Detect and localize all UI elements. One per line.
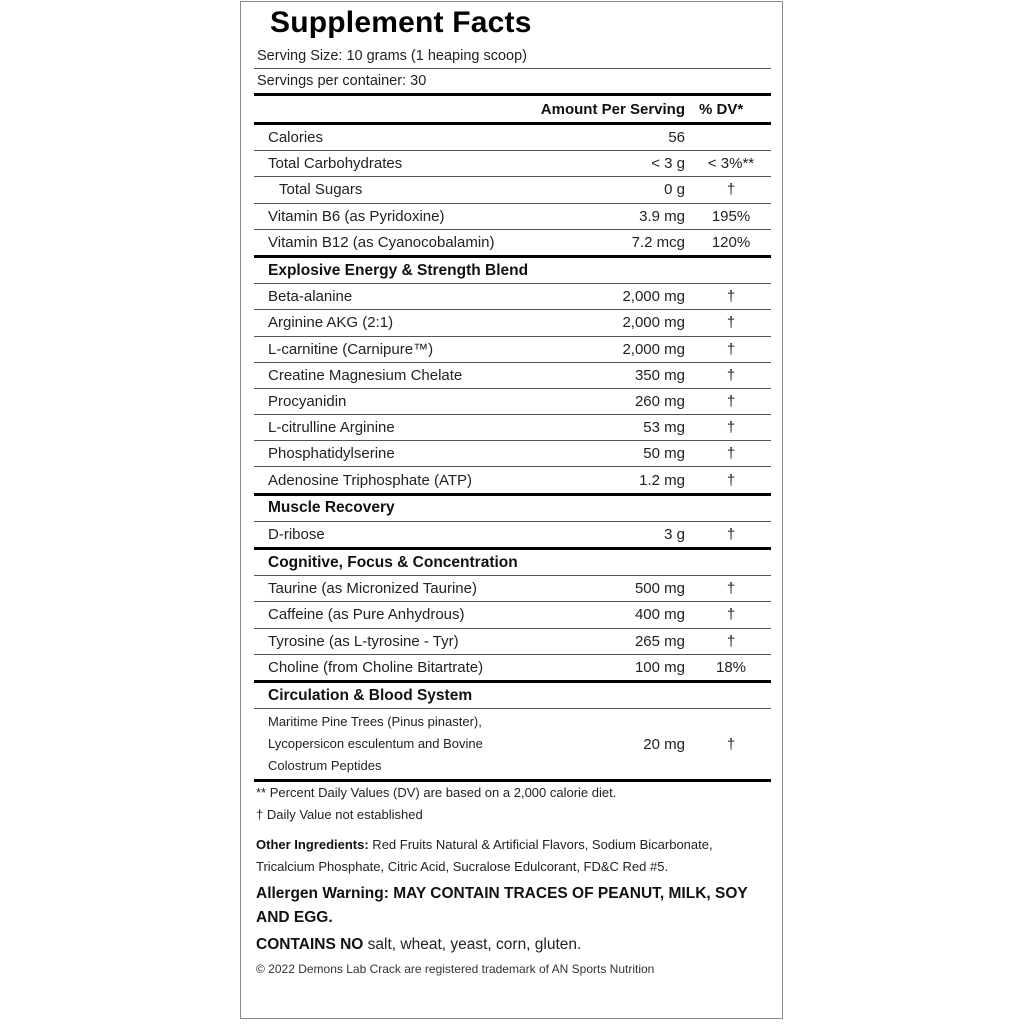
nutrient-amount: < 3 g [651,155,685,173]
allergen-label: Allergen Warning: [256,885,389,903]
ingredient-row [254,441,771,466]
other-ingredients-text: Red Fruits Natural & Artificial Flavors, Sodium Bicarbonate, Tricalcium Phosphate, Citric Acid, Sucralose Edulcorant, FD&C Red #5. [256,837,713,875]
section-title: Cognitive, Focus & Concentration [268,553,518,571]
other-ingredients-label: Other Ingredients: [256,837,369,853]
nutrient-dv: < 3%** [707,155,755,173]
ingredient-dv: † [726,735,736,753]
ingredient-amount: 100 mg [634,658,685,676]
nutrient-name: Total Sugars [279,181,363,199]
ingredient-name: Phosphatidylserine [268,445,395,463]
ingredient-dv: † [726,632,736,650]
nutrient-row [254,125,771,150]
ingredient-name: Arginine AKG (2:1) [268,314,394,332]
ingredient-amount: 500 mg [634,580,685,598]
nutrient-name: Calories [268,129,324,147]
ingredient-amount: 260 mg [634,392,685,410]
ingredient-row [254,576,771,601]
dv-header: % DV* [699,100,744,118]
ingredient-amount: 53 mg [643,419,685,437]
ingredient-amount: 350 mg [634,366,685,384]
contains-no-text: salt, wheat, yeast, corn, gluten. [363,936,582,954]
ingredient-name [254,711,565,777]
ingredient-dv: † [726,288,736,306]
ingredient-row [254,629,771,654]
dv-footnote: ** Percent Daily Values (DV) are based on a 2,000 calorie diet. [256,785,617,801]
ingredient-row [254,655,771,680]
ingredient-name: Procyanidin [268,392,347,410]
ingredient-dv: † [726,366,736,384]
ingredient-dv: † [726,471,736,489]
ingredient-name: Tyrosine (as L-tyrosine - Tyr) [268,632,459,650]
nutrient-row [254,151,771,176]
ingredient-dv: † [726,340,736,358]
ingredient-row [254,602,771,627]
ingredient-amount: 2,000 mg [622,288,685,306]
nutrient-dv: 120% [711,233,751,251]
ingredient-name: D-ribose [268,525,325,543]
ingredient-amount: 50 mg [643,445,685,463]
nutrient-row [254,177,771,202]
dagger-footnote: † Daily Value not established [256,807,423,823]
other-ingredients [254,834,771,878]
allergen-warning [254,882,771,930]
nutrient-name: Total Carbohydrates [268,155,403,173]
nutrient-name: Vitamin B6 (as Pyridoxine) [268,207,445,225]
basic-nutrient-rows [254,125,771,255]
ingredient-dv: † [726,606,736,624]
ingredient-dv: † [726,419,736,437]
ingredient-row [254,709,771,779]
ingredient-amount: 400 mg [634,606,685,624]
column-header-row [254,96,771,122]
ingredient-dv: † [726,525,736,543]
nutrient-amount: 3.9 mg [639,207,685,225]
ingredient-name: Caffeine (as Pure Anhydrous) [268,606,465,624]
ingredient-name-line: Maritime Pine Trees (Pinus pinaster), [268,714,482,730]
ingredient-row [254,363,771,388]
ingredient-dv: † [726,580,736,598]
ingredient-dv: † [726,314,736,332]
ingredient-row [254,284,771,309]
ingredient-row [254,337,771,362]
ingredient-amount: 2,000 mg [622,340,685,358]
nutrient-dv: 195% [711,207,751,225]
nutrient-dv: † [726,181,736,199]
ingredient-name: Taurine (as Micronized Taurine) [268,580,477,598]
ingredient-row [254,389,771,414]
ingredient-amount: 20 mg [643,735,685,753]
label-title: Supplement Facts [270,6,532,39]
blend-sections [254,255,771,779]
allergen-text: MAY CONTAIN TRACES OF PEANUT, MILK, SOY AND EGG. [256,885,748,927]
ingredient-amount: 1.2 mg [639,471,685,489]
ingredient-row [254,467,771,492]
section-title: Explosive Energy & Strength Blend [268,261,529,279]
contains-no-label: CONTAINS NO [256,936,364,954]
nutrient-amount: 0 g [664,181,685,199]
ingredient-name: Adenosine Triphosphate (ATP) [268,471,473,489]
ingredient-name: Choline (from Choline Bitartrate) [268,658,484,676]
ingredient-dv: † [726,392,736,410]
ingredient-amount: 3 g [664,525,685,543]
section-title: Circulation & Blood System [268,686,473,704]
ingredient-name: Beta-alanine [268,288,353,306]
nutrient-name: Vitamin B12 (as Cyanocobalamin) [268,233,495,251]
servings-per-container: Servings per container: 30 [257,73,427,89]
ingredient-amount: 2,000 mg [622,314,685,332]
copyright-notice: © 2022 Demons Lab Crack are registered trademark of AN Sports Nutrition [256,962,655,977]
contains-no [254,933,771,957]
nutrient-row [254,230,771,255]
ingredient-row [254,310,771,335]
ingredient-name: L-carnitine (Carnipure™) [268,340,434,358]
ingredient-amount: 265 mg [634,632,685,650]
nutrient-row [254,204,771,229]
ingredient-dv: † [726,445,736,463]
amount-per-serving-header: Amount Per Serving [540,100,685,118]
ingredient-name: L-citrulline Arginine [268,419,395,437]
ingredient-row [254,415,771,440]
ingredient-name: Creatine Magnesium Chelate [268,366,463,384]
nutrient-amount: 7.2 mcg [631,233,685,251]
serving-size: Serving Size: 10 grams (1 heaping scoop) [257,48,528,64]
supplement-facts-content [254,2,771,979]
ingredient-dv: 18% [715,658,747,676]
ingredient-name-line: Colostrum Peptides [268,758,382,774]
ingredient-row [254,522,771,547]
section-title: Muscle Recovery [268,499,395,517]
ingredient-name-line: Lycopersicon esculentum and Bovine [268,736,483,752]
nutrient-amount: 56 [668,129,685,147]
supplement-facts-panel [240,1,783,1019]
